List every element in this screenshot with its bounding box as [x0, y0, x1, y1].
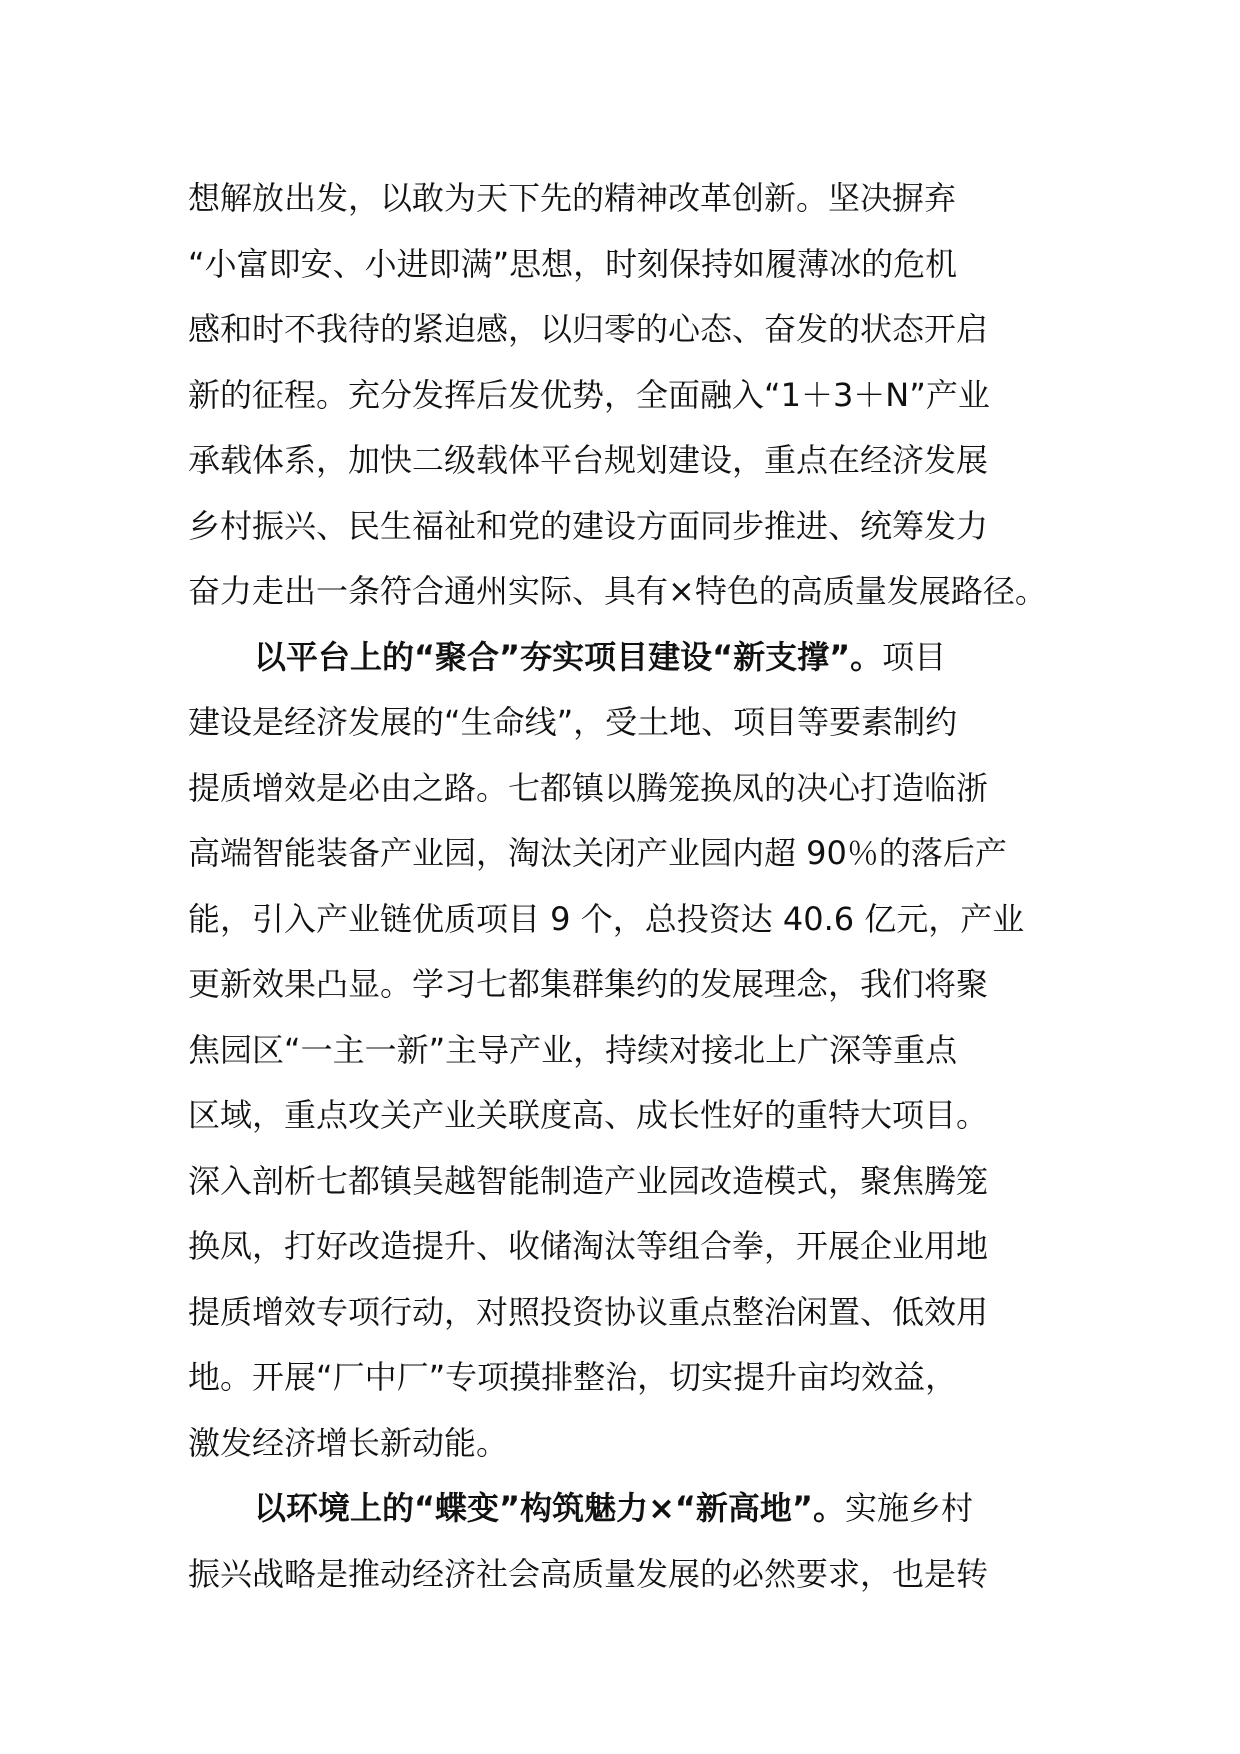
text-line: 建设是经济发展的“生命线”，受土地、项目等要素制约	[188, 703, 958, 741]
text-line: 新的征程。充分发挥后发优势，全面融入“1＋3＋N”产业	[188, 375, 990, 414]
text-run: 实施乡村	[844, 1489, 973, 1527]
text-line: 高端智能装备产业园，淘汰关闭产业园内超 90％的落后产	[188, 834, 1007, 872]
text-line: 提质增效专项行动，对照投资协议重点整治闲置、低效用	[188, 1292, 989, 1331]
text-line: 乡村振兴、民生福祉和党的建设方面同步推进、统筹发力	[188, 506, 989, 545]
text-line: 振兴战略是推动经济社会高质量发展的必然要求，也是转	[188, 1554, 989, 1593]
text-line: 想解放出发，以敢为天下先的精神改革创新。坚决摒弃	[188, 179, 957, 217]
paragraph-first-line	[188, 1476, 1068, 1542]
text-line: 换凤，打好改造提升、收储淘汰等组合拳，开展企业用地	[188, 1227, 989, 1265]
text-run: 项目	[882, 637, 947, 676]
text-line: 承载体系，加快二级载体平台规划建设，重点在经济发展	[188, 441, 989, 479]
text-line: 更新效果凸显。学习七都集群集约的发展理念，我们将聚	[188, 965, 989, 1003]
text-line: 感和时不我待的紧迫感，以归零的心态、奋发的状态开启	[188, 310, 989, 348]
paragraph-heading: 以环境上的“蝶变”构筑魅力×“新高地”。	[254, 1489, 845, 1527]
text-line: 焦园区“一主一新”主导产业，持续对接北上广深等重点	[188, 1030, 958, 1069]
text-line: 奋力走出一条符合通州实际、具有×特色的高质量发展路径。	[188, 572, 1047, 610]
text-line: 能，引入产业链优质项目 9 个，总投资达 40.6 亿元，产业	[188, 899, 1025, 938]
text-line: 深入剖析七都镇吴越智能制造产业园改造模式，聚焦腾笼	[188, 1161, 989, 1200]
text-line: 激发经济增长新动能。	[188, 1423, 509, 1462]
paragraph-first-line	[188, 625, 1068, 691]
text-line: 提质增效是必由之路。七都镇以腾笼换凤的决心打造临浙	[188, 768, 989, 807]
text-line: 区域，重点攻关产业关联度高、成长性好的重特大项目。	[188, 1096, 989, 1134]
text-line: “小富即安、小进即满”思想，时刻保持如履薄冰的危机	[188, 244, 958, 283]
text-line: 地。开展“厂中厂”专项摸排整治，切实提升亩均效益，	[188, 1358, 958, 1396]
paragraph-heading: 以平台上的“聚合”夯实项目建设“新支撑”。	[254, 637, 883, 676]
document-body	[188, 166, 1068, 1607]
